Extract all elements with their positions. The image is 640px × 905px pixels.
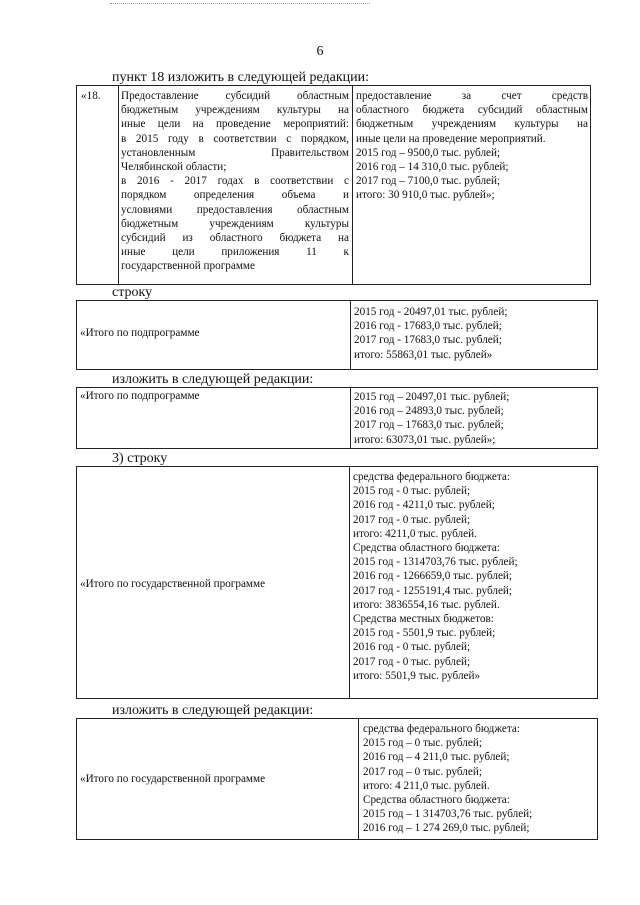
column-divider	[118, 86, 119, 284]
table-new-subprogram-total	[76, 387, 598, 449]
text-line: иные цели на проведение мероприятий:	[121, 118, 349, 131]
table-point-18	[76, 85, 591, 285]
column-divider	[349, 467, 350, 698]
text-line: средства федерального бюджета:	[353, 471, 510, 483]
text-line: 2015 год – 9500,0 тыс. рублей;	[356, 146, 501, 159]
table-old-state-program-total	[76, 466, 598, 699]
column-divider	[358, 719, 359, 839]
text-line: итого: 3836554,16 тыс. рублей.	[353, 598, 500, 611]
row-label: «Итого по подпрограмме	[80, 390, 200, 402]
row-label: «Итого по государственной программе	[80, 773, 266, 785]
column-divider	[350, 388, 351, 448]
text-line: предоставление за счет средств	[356, 90, 588, 102]
text-line: 2017 год - 0 тыс. рублей;	[353, 513, 471, 526]
heading-item-3: 3) строку	[112, 451, 168, 466]
text-line: 2015 год - 1314703,76 тыс. рублей;	[353, 556, 518, 569]
row-label: «Итого по подпрограмме	[80, 327, 200, 339]
table-old-subprogram-total	[76, 300, 598, 370]
text-line: 2015 год - 5501,9 тыс. рублей;	[353, 627, 496, 640]
text-line: в 2016 - 2017 годах в соответствии с	[121, 175, 349, 188]
text-line: 2017 год – 17683,0 тыс. рублей;	[354, 419, 504, 432]
text-line: 2016 год - 4211,0 тыс. рублей;	[353, 499, 495, 512]
text-line: установленным Правительством	[121, 146, 349, 159]
text-line: субсидий из областного бюджета на	[121, 232, 349, 245]
text-line: 2017 год - 1255191,4 тыс. рублей;	[353, 584, 513, 597]
text-line: 2015 год – 20497,01 тыс. рублей;	[354, 391, 510, 403]
text-line: 2016 год - 0 тыс. рублей;	[353, 641, 471, 654]
text-line: итого: 5501,9 тыс. рублей»	[353, 669, 481, 682]
text-line: порядком определения объема и	[121, 189, 349, 202]
text-line: 2016 год – 24893,0 тыс. рублей;	[354, 405, 504, 418]
heading-point-18: пункт 18 изложить в следующей редакции:	[112, 70, 369, 85]
text-line: Средства местных бюджетов:	[353, 613, 494, 626]
text-line: 2016 год – 14 310,0 тыс. рублей;	[356, 161, 509, 174]
text-line: 2017 год - 17683,0 тыс. рублей;	[354, 334, 502, 347]
column-divider	[352, 86, 353, 284]
text-line: бюджетным учреждениям культуры на	[121, 104, 349, 117]
row-label: «Итого по государственной программе	[80, 578, 266, 590]
text-line: Челябинской области;	[121, 161, 227, 174]
text-line: 2015 год - 20497,01 тыс. рублей;	[354, 306, 508, 318]
row-values	[354, 305, 594, 362]
text-line: 2017 год – 0 тыс. рублей;	[363, 765, 482, 778]
text-line: итого: 4 211,0 тыс. рублей.	[363, 779, 490, 792]
table-new-state-program-total	[76, 718, 598, 840]
text-line: в 2015 году в соответствии с порядком,	[121, 132, 349, 145]
text-line: 2015 год - 0 тыс. рублей;	[353, 485, 471, 498]
heading-new-edition: изложить в следующей редакции:	[112, 372, 314, 387]
event-description	[121, 89, 349, 274]
text-line: 2017 год - 0 тыс. рублей;	[353, 655, 471, 668]
row-number: «18.	[81, 90, 101, 102]
heading-new-edition-2: изложить в следующей редакции:	[112, 703, 314, 718]
text-line: областного бюджета субсидий областным	[356, 104, 588, 117]
text-line: Предоставление субсидий областным	[121, 90, 349, 102]
page-number: 6	[316, 44, 324, 59]
text-line: 2015 год – 0 тыс. рублей;	[363, 737, 482, 750]
text-line: бюджетным учреждениям культуры	[121, 217, 349, 230]
scan-artifact	[110, 3, 370, 6]
column-divider	[350, 301, 351, 369]
text-line: итого: 63073,01 тыс. рублей»;	[354, 433, 496, 446]
text-line: Средства областного бюджета:	[363, 794, 510, 807]
row-values	[363, 722, 595, 836]
text-line: 2016 год - 17683,0 тыс. рублей;	[354, 320, 502, 333]
text-line: 2017 год – 7100,0 тыс. рублей;	[356, 175, 501, 188]
text-line: 2016 год – 4 211,0 тыс. рублей;	[363, 751, 510, 764]
text-line: Средства областного бюджета:	[353, 542, 500, 555]
funding-description	[356, 89, 588, 203]
text-line: условиями предоставления областным	[121, 203, 349, 216]
row-values	[354, 390, 594, 447]
text-line: средства федерального бюджета:	[363, 723, 520, 735]
heading-stroku: строку	[112, 285, 153, 300]
text-line: итого: 4211,0 тыс. рублей.	[353, 527, 477, 540]
text-line: итого: 30 910,0 тыс. рублей»;	[356, 189, 495, 202]
text-line: 2016 год - 1266659,0 тыс. рублей;	[353, 570, 513, 583]
text-line: государственной программе	[121, 260, 255, 273]
row-values	[353, 470, 595, 683]
text-line: 2015 год – 1 314703,76 тыс. рублей;	[363, 808, 533, 821]
text-line: итого: 55863,01 тыс. рублей»	[354, 348, 493, 361]
text-line: иные цели приложения 11 к	[121, 246, 349, 259]
text-line: бюджетным учреждениям культуры на	[356, 118, 588, 131]
text-line: иные цели на проведение мероприятий.	[356, 132, 546, 145]
text-line: 2016 год – 1 274 269,0 тыс. рублей;	[363, 822, 530, 835]
